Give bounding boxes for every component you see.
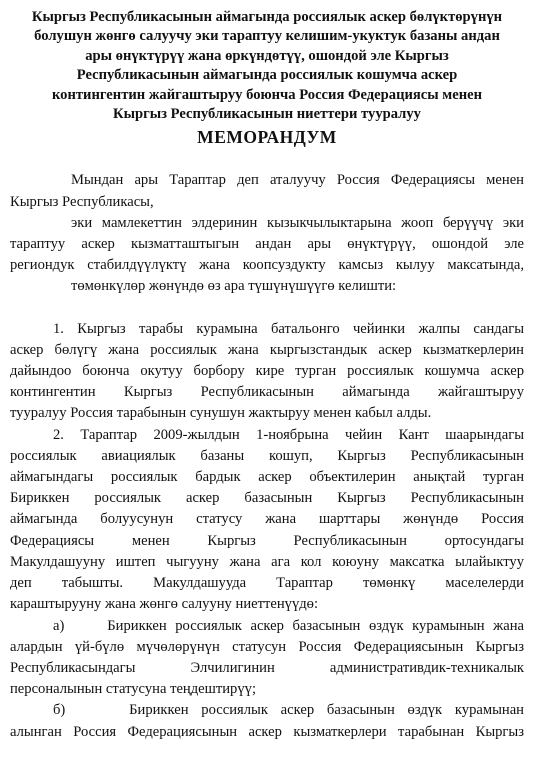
paragraph-a	[10, 616, 524, 701]
title-line: Кыргыз Республикасынын аймагында россиялык аскер бөлүктөрүнүн	[31, 9, 503, 25]
paragraph-line: контингентин Кыргыз Республикасынын аймагында жайгаштыруу	[10, 384, 524, 401]
paragraph-line: 2. Тараптар 2009-жылдын 1-ноябрына чейин Кант шаарындагы	[53, 426, 524, 443]
paragraph-line: деп табышты. Макулдашууда Тараптар төмөнкү маселелерди	[10, 575, 524, 592]
paragraph-line: персоналынын статусуна теңдештирүү;	[10, 681, 257, 698]
paragraph-line: россиялык авиациялык базаны кошуп, Кыргыз Республикасынын	[10, 447, 524, 464]
intro-line: эки мамлекеттин элдеринин кызыкчылыктарына жооп берүүчү эки	[71, 214, 524, 231]
title-line: ары өнүктүрүү жана өркүндөтүү, ошондой эле Кыргыз	[85, 47, 449, 64]
intro-line: Кыргыз Республикасы,	[10, 193, 154, 210]
paragraph-line: алынган Россия Федерациясынын аскер кызматкерлери тарабынан Кыргыз	[10, 723, 524, 740]
paragraph-line: караштырууну жана жөнгө салууну ниеттенүүдө:	[10, 596, 319, 613]
document-body	[10, 170, 524, 742]
intro-paragraph	[10, 170, 524, 297]
document-title	[10, 8, 524, 124]
paragraph-line: Республикасындагы Элчилигинин административдик-техникалык	[10, 659, 524, 676]
paragraph-b	[10, 700, 524, 742]
title-line: болушун жөнгө салуучу эки тараптуу келишим-укуктук базаны андан	[34, 28, 500, 45]
intro-line: төмөнкүлөр жөнүндө өз ара түшүнүшүүгө келишти:	[71, 278, 397, 295]
paragraph-1	[10, 319, 524, 425]
paragraph-line: алардын үй-бүлө мүчөлөрүнүн статусун Россия Федерациясынын Кыргыз	[10, 638, 524, 655]
intro-line: тараптуу аскер кызматташтыгын андан ары өнүктүрүү, ошондой эле	[10, 236, 524, 253]
paragraph-line: аскер бөлүгү жана россиялык жана кыргызстандык аскер кызматкерлерин	[10, 341, 524, 358]
paragraph-line: дайындоо боюнча окутуу борбору кире турган россиялык кошумча аскер	[10, 363, 524, 380]
paragraph-line: б) Бириккен россиялык аскер базасынын өздүк курамынан	[53, 702, 524, 719]
title-line: Кыргыз Республикасынын ниеттери тууралуу	[113, 106, 421, 123]
intro-line: Мындан ары Тараптар деп аталуучу Россия Федерациясы менен	[71, 172, 524, 189]
paragraph-line: 1. Кыргыз тарабы курамына батальонго чейинки жалпы сандагы	[53, 320, 524, 337]
title-line: контингентин жайгаштыруу боюнча Россия Федерациясы менен	[51, 86, 483, 103]
paragraph-line: Федерациясы менен Кыргыз Республикасынын ортосундагы	[10, 532, 524, 549]
paragraph-line: а) Бириккен россиялык аскер базасынын өздүк курамынын жана	[53, 617, 524, 634]
paragraph-line: тууралуу Россия тарабынын сунушун жактыруу менен кабыл алды.	[10, 405, 432, 422]
paragraph-line: Бириккен россиялык аскер базасынын Кыргыз Республикасынын	[10, 490, 524, 507]
title-line: Республикасынын аймагында россиялык кошумча аскер	[76, 67, 458, 84]
memorandum-heading: МЕМОРАНДУМ	[197, 127, 337, 148]
paragraph-line: аймагындагы россиялык бардык аскер объектилерин анықтай турган	[10, 469, 524, 486]
paragraph-2	[10, 425, 524, 616]
intro-line: региондук стабилдүүлүктү жана коопсуздукту камсыз кылуу максатында,	[10, 257, 524, 274]
paragraph-line: Макулдашууну иштеп чыгууну жана ага кол коюуну максатка ылайыктуу	[10, 553, 524, 570]
paragraph-line: аймагында болуусунун статусу жана шарттары жөнүндө Россия	[10, 511, 524, 528]
